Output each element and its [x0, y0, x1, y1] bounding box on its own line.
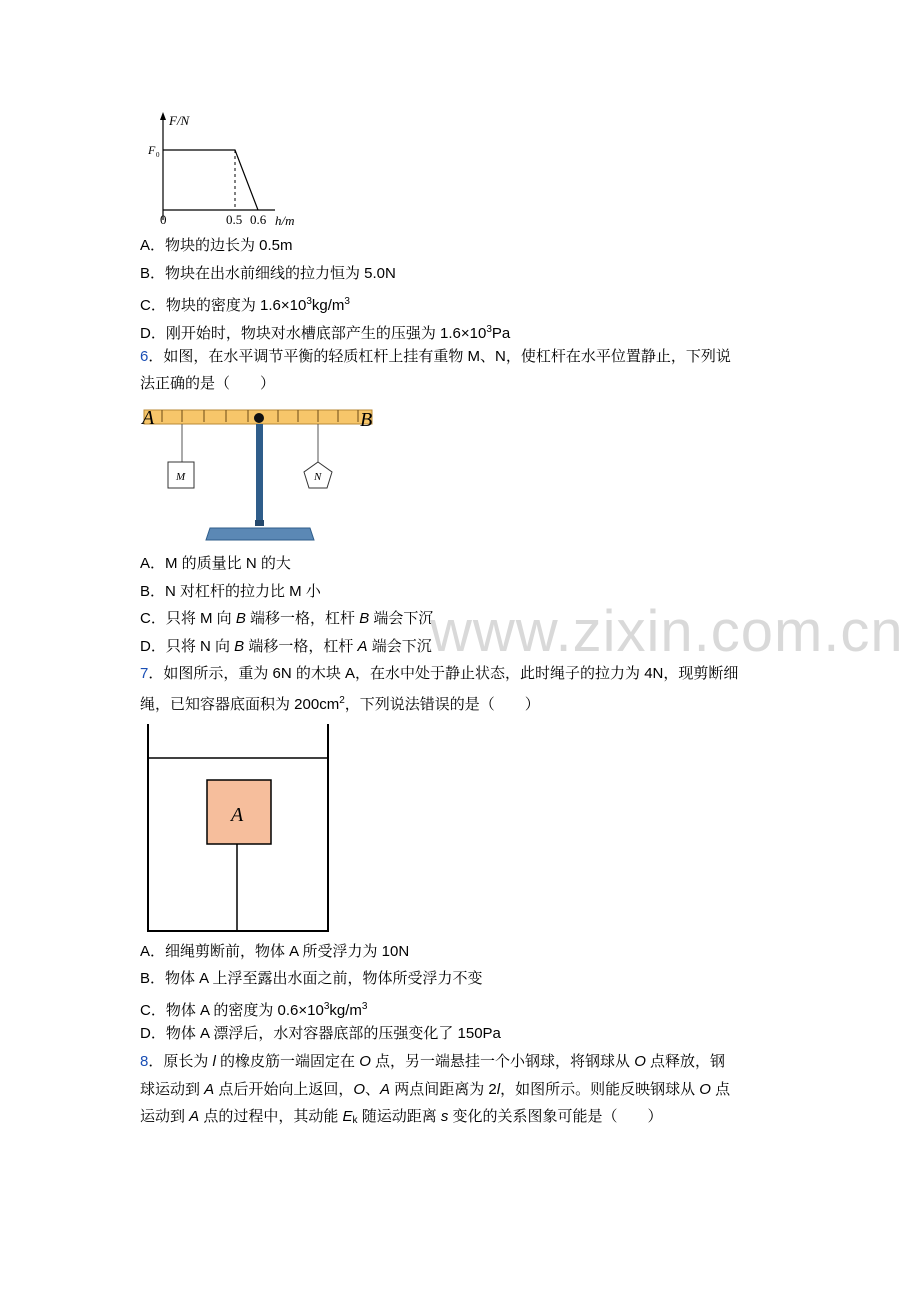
q5-option-d: D．刚开始时，物块对水槽底部产生的压强为 $1.6\times 10^3Pa$ — [140, 324, 511, 342]
watermark: www.zixin.com.cn — [430, 599, 904, 664]
q7-stem-line2: 绳，已知容器底面积为 $200cm^2$，下列说法错误的是（ ） — [140, 695, 540, 713]
y-axis-label: F/N — [169, 113, 190, 128]
q7-option-d: D．物体 A 漂浮后，水对容器底部的压强变化了 150Pa — [140, 1025, 501, 1042]
q6-number: 6 — [140, 348, 149, 365]
weight-m-label: M — [176, 471, 186, 483]
lever-end-a: A — [142, 407, 155, 429]
q6-stem-line2: 法正确的是（ ） — [140, 375, 276, 392]
q6-stem-line1: 6．如图，在水平调节平衡的轻质杠杆上挂有重物 M、N，使杠杆在水平位置静止，下列说 — [140, 348, 731, 365]
q7-option-a: A．细绳剪断前，物体 A 所受浮力为 10N — [140, 943, 410, 960]
lever-end-b: B — [360, 409, 373, 431]
q5-option-b: B．物块在出水前细线的拉力恒为 5.0N — [140, 265, 396, 282]
q5-option-c: C．物块的密度为 $1.6\times 10^3kg/m^3$ — [140, 296, 350, 314]
x-tick-06: 0.6 — [250, 212, 267, 227]
q7-option-c: C．物体 A 的密度为 $0.6\times 10^3kg/m^3$ — [140, 1001, 368, 1019]
lever-diagram — [140, 400, 385, 550]
q8-number: 8 — [140, 1053, 149, 1070]
block-a-label: A — [231, 804, 244, 826]
q6-option-c: C．只将 M 向 B 端移一格，杠杆 B 端会下沉 — [140, 610, 434, 627]
q6-option-d: D．只将 N 向 B 端移一格，杠杆 A 端会下沉 — [140, 638, 432, 655]
container-diagram — [140, 720, 340, 936]
f0-subscript: 0 — [156, 151, 160, 159]
q8-stem-line3: 运动到 A 点的过程中，其动能 $E_k$ 随运动距离 s 变化的关系图象可能是（ ） — [140, 1108, 663, 1126]
q8-stem-line1: 8．原长为 l 的橡皮筋一端固定在 O 点，另一端悬挂一个小钢球，将钢球从 O 点释放，钢 — [140, 1053, 726, 1070]
q5-option-a: A．物块的边长为 0.5m — [140, 237, 293, 254]
x-axis-label: h/m — [275, 213, 295, 228]
q6-option-a: A．M 的质量比 N 的大 — [140, 555, 291, 572]
weight-n-label: N — [314, 471, 322, 483]
q7-option-b: B．物体 A 上浮至露出水面之前，物体所受浮力不变 — [140, 970, 483, 987]
q6-option-b: B．N 对杠杆的拉力比 M 小 — [140, 583, 321, 600]
x-tick-05: 0.5 — [226, 212, 243, 227]
origin-label: 0 — [160, 212, 167, 227]
q8-stem-line2: 球运动到 A 点后开始向上返回，O、A 两点间距离为 2l，如图所示。则能反映钢球从 O 点 — [140, 1081, 731, 1098]
force-height-graph — [140, 108, 310, 233]
q7-stem-line1: 7．如图所示，重为 6N 的木块 A，在水中处于静止状态，此时绳子的拉力为 4N，现剪断细 — [140, 665, 739, 682]
f0-label: F — [148, 143, 156, 157]
q7-number: 7 — [140, 665, 149, 682]
